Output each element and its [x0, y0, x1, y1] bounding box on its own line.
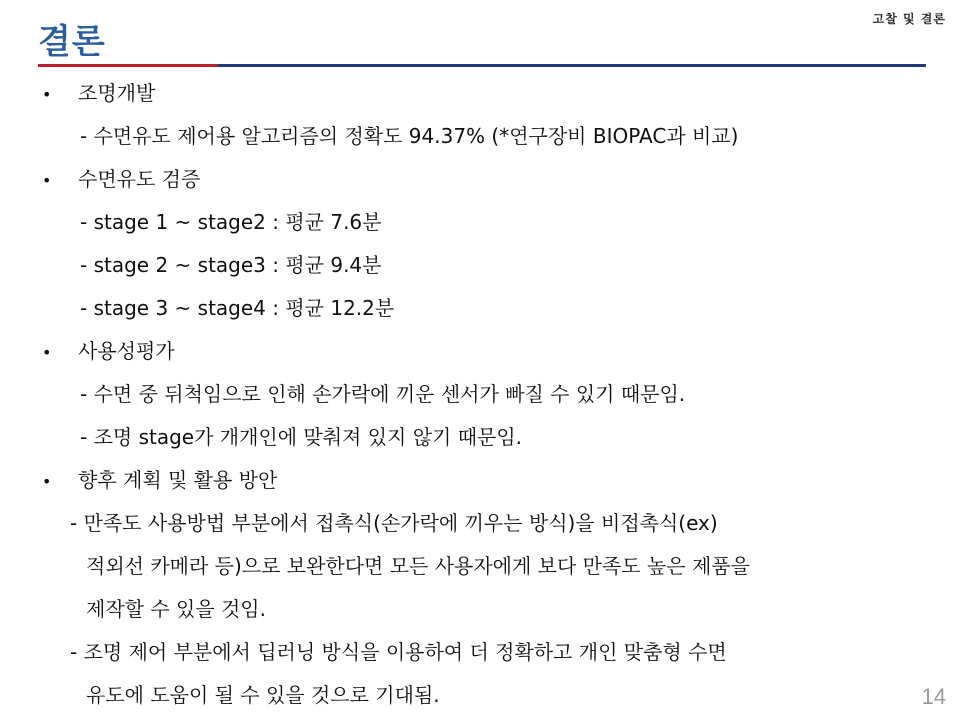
page-number: 14 — [921, 684, 946, 709]
sub-item: - 만족도 사용방법 부분에서 접촉식(손가락에 끼우는 방식)을 비접촉식(ex) — [70, 511, 718, 535]
bullet-icon: • — [42, 171, 52, 190]
bullet-item — [40, 330, 930, 373]
sub-item: - 수면 중 뒤척임으로 인해 손가락에 끼운 센서가 빠질 수 있기 때문임. — [80, 382, 686, 406]
sub-item: - 조명 stage가 개개인에 맞춰져 있지 않기 때문임. — [80, 425, 523, 449]
bullet-item — [40, 72, 930, 115]
sub-item: - 수면유도 제어용 알고리즘의 정확도 94.37% (*연구장비 BIOPAC과 비교) — [80, 124, 739, 148]
sub-item-continuation: 유도에 도움이 될 수 있을 것으로 기대됨. — [86, 683, 440, 707]
bullet-item — [40, 459, 930, 502]
sub-item-continuation: 적외선 카메라 등)으로 보완한다면 모든 사용자에게 보다 만족도 높은 제품을 — [86, 554, 750, 578]
title-underline — [38, 64, 926, 67]
section-label: 고찰 및 결론 — [872, 12, 946, 26]
bullet-icon: • — [42, 343, 52, 362]
bullet-heading: 조명개발 — [78, 81, 156, 105]
sub-item: - stage 2 ~ stage3 : 평균 9.4분 — [80, 253, 382, 277]
bullet-icon: • — [42, 85, 52, 104]
bullet-heading: 사용성평가 — [78, 339, 175, 363]
sub-item: - stage 1 ~ stage2 : 평균 7.6분 — [80, 210, 382, 234]
sub-item: - 조명 제어 부분에서 딥러닝 방식을 이용하여 더 정확하고 개인 맞춤형 수면 — [70, 640, 727, 664]
bullet-heading: 향후 계획 및 활용 방안 — [78, 468, 278, 492]
slide-title: 결론 — [38, 22, 106, 62]
slide-body — [40, 72, 930, 717]
bullet-heading: 수면유도 검증 — [78, 167, 201, 191]
bullet-item — [40, 158, 930, 201]
sub-item: - stage 3 ~ stage4 : 평균 12.2분 — [80, 296, 395, 320]
bullet-icon: • — [42, 472, 52, 491]
title-underline-red — [38, 64, 218, 67]
title-underline-blue — [218, 64, 926, 67]
sub-item-continuation: 제작할 수 있을 것임. — [86, 597, 266, 621]
